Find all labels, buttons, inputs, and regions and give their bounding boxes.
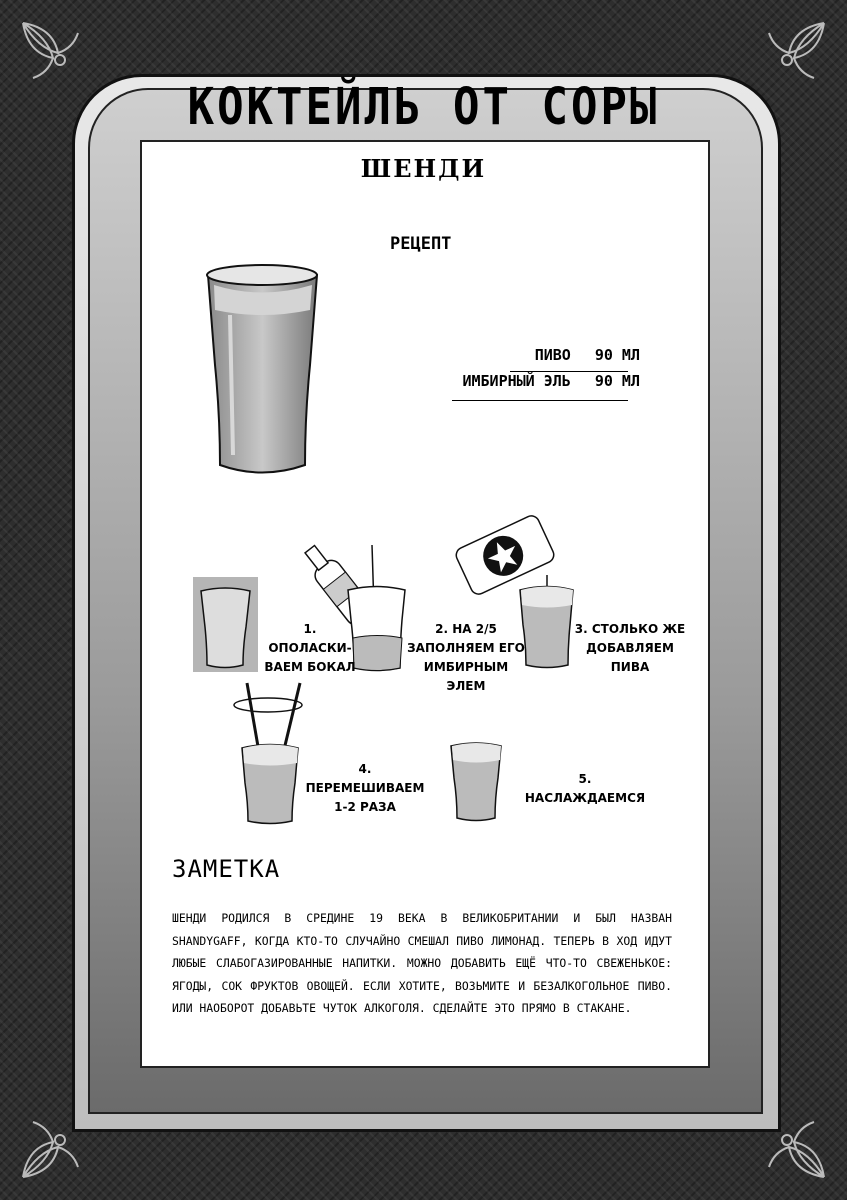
- underline: [510, 371, 628, 372]
- ornament-corner-icon: [759, 1112, 829, 1182]
- underline: [452, 400, 628, 401]
- beer-glass-icon: [200, 255, 325, 485]
- page-title: КОКТЕЙЛЬ ОТ СОРЫ: [187, 78, 660, 137]
- step-2-caption: 2. НА 2/5 ЗАПОЛНЯЕМ ЕГО ИМБИРНЫМ ЭЛЕМ: [407, 622, 525, 693]
- ingredient-amount: 90 МЛ: [594, 372, 640, 390]
- recipe-heading: РЕЦЕПТ: [390, 234, 452, 254]
- ingredient-row: [440, 372, 640, 390]
- note-heading: ЗАМЕТКА: [172, 855, 281, 883]
- cocktail-name: ШЕНДИ: [360, 154, 487, 183]
- step-3-caption: 3. СТОЛЬКО ЖЕ ДОБАВЛЯЕМ ПИВА: [574, 622, 686, 674]
- finished-glass-icon: [447, 738, 505, 823]
- rinse-glass-icon: [193, 577, 258, 672]
- ingredient-row: [440, 346, 640, 364]
- ingredient-amount: 90 МЛ: [594, 346, 640, 364]
- ingredient-name: ПИВО: [534, 346, 571, 364]
- ornament-corner-icon: [18, 1112, 88, 1182]
- ingredient-list: [440, 346, 640, 390]
- step-5-caption: 5. НАСЛАЖДАЕМСЯ: [524, 772, 646, 805]
- step-1-caption: 1. ОПОЛАСКИ- ВАЕМ БОКАЛ: [264, 622, 356, 674]
- note-text: ШЕНДИ РОДИЛСЯ В СРЕДИНЕ 19 ВЕКА В ВЕЛИКОБРИТАНИИ И БЫЛ НАЗВАН SHANDYGAFF, КОГДА КТО-ТО СЛУЧАЙНО СМЕШАЛ ПИВО ЛИМОНАД. ТЕПЕРЬ В ХОД ИДУТ ЛЮБЫЕ СЛАБОГАЗИРОВАННЫЕ НАПИТКИ. МОЖНО ДОБАВИТЬ ЕЩЁ ЧТО-ТО СВЕЖЕНЬКОЕ: ЯГОДЫ, СОК ФРУКТОВ ОВОЩЕЙ. ЕСЛИ ХОТИТЕ, ВОЗЬМИТЕ И БЕЗАЛКОГОЛЬНОЕ ПИВО. ИЛИ НАОБОРОТ ДОБАВЬТЕ ЧУТОК АЛКОГОЛЯ. СДЕЛАЙТЕ ЭТО ПРЯМО В СТАКАНЕ.: [172, 911, 672, 1015]
- step-4-caption: 4. ПЕРЕМЕШИВАЕМ 1-2 РАЗА: [305, 762, 425, 814]
- ingredient-name: ИМБИРНЫЙ ЭЛЬ: [462, 372, 571, 390]
